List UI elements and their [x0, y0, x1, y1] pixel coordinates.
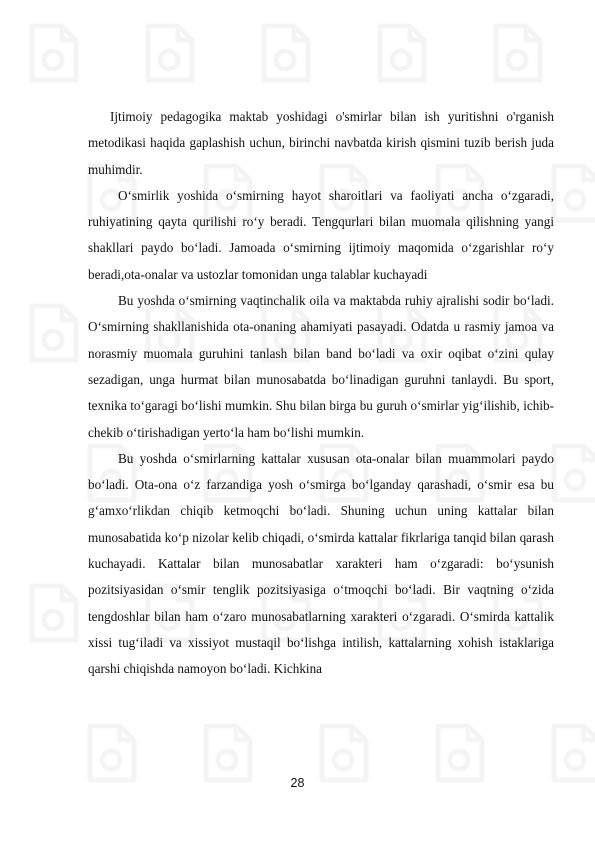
paragraph-4: Bu yoshda o‘smirlarning kattalar xususan ota-onalar bilan muammolari paydo bo‘ladi. Ota-ona o‘z farzandiga yosh o‘smirga bo‘lganday qarashadi, o‘smir esa bu g‘amxo‘rlikdan chiqib ketmoqchi bo‘ladi. Shuning uchun uning kattalar bilan munosabatida ko‘p nizolar kelib chiqadi, o‘smirda kattalar fikrlariga tanqid bilan qarash kuchayadi. Kattalar bilan munosabatlar xarakteri ham o‘zgaradi: bo‘ysunish pozitsiyasidan o‘smir tenglik pozitsiyasiga o‘tmoqchi bo‘ladi. Bir vaqtning o‘zida tengdoshlar bilan ham o‘zaro munosabatlarning xarakteri o‘zgaradi. O‘smirda kattalik xissi tug‘iladi va xissiyot mustaqil bo‘lishga intilish, kattalarning xohish istaklariga qarshi chiqishda namoyon bo‘ladi. Kichkina — [88, 450, 554, 677]
paragraph-1: Ijtimoiy pedagogika maktab yoshidagi o'smirlar bilan ish yuritishni o'rganish metodikasi haqida gaplashish uchun, birinchi navbatda kirish qismini tuzib berish juda muhimdir. — [88, 109, 554, 177]
document-logo-icon — [250, 18, 320, 88]
document-logo-icon — [18, 578, 88, 648]
page-number: 28 — [290, 776, 305, 790]
paragraph-3: Bu yoshda o‘smirning vaqtinchalik oila va maktabda ruhiy ajralishi sodir bo‘ladi. O‘smirning shakllanishida ota-onaning ahamiyati pasayadi. Odatda u rasmiy jamoa va norasmiy muomala guruhini tanlash bilan band bo‘ladi va oxir oqibat o‘zini qulay sezadigan, unga hurmat bilan munosabatda bo‘linadigan guruhni tanlaydi. Bu sport, texnika to‘garagi bo‘lishi mumkin. Shu bilan birga bu guruh o‘smirlar yig‘ilishib, ichib-chekib o‘tirishadigan yerto‘la ham bo‘lishi mumkin. — [88, 293, 554, 440]
document-logo-icon — [18, 298, 88, 368]
paragraph-2: O‘smirlik yoshida o‘smirning hayot sharoitlari va faoliyati ancha o‘zgaradi, ruhiyatining qayta qurilishi ro‘y beradi. Tengqurlari bilan muomala qilishning yangi shakllari paydo bo‘ladi. Jamoada o‘smirning ijtimoiy maqomida o‘zgarishlar ro‘y beradi,ota-onalar va ustozlar tomonidan unga talablar kuchayadi — [88, 187, 554, 282]
document-logo-icon — [134, 18, 204, 88]
document-body — [88, 104, 554, 683]
document-logo-icon — [366, 18, 436, 88]
document-logo-icon — [18, 18, 88, 88]
document-logo-icon — [482, 18, 552, 88]
